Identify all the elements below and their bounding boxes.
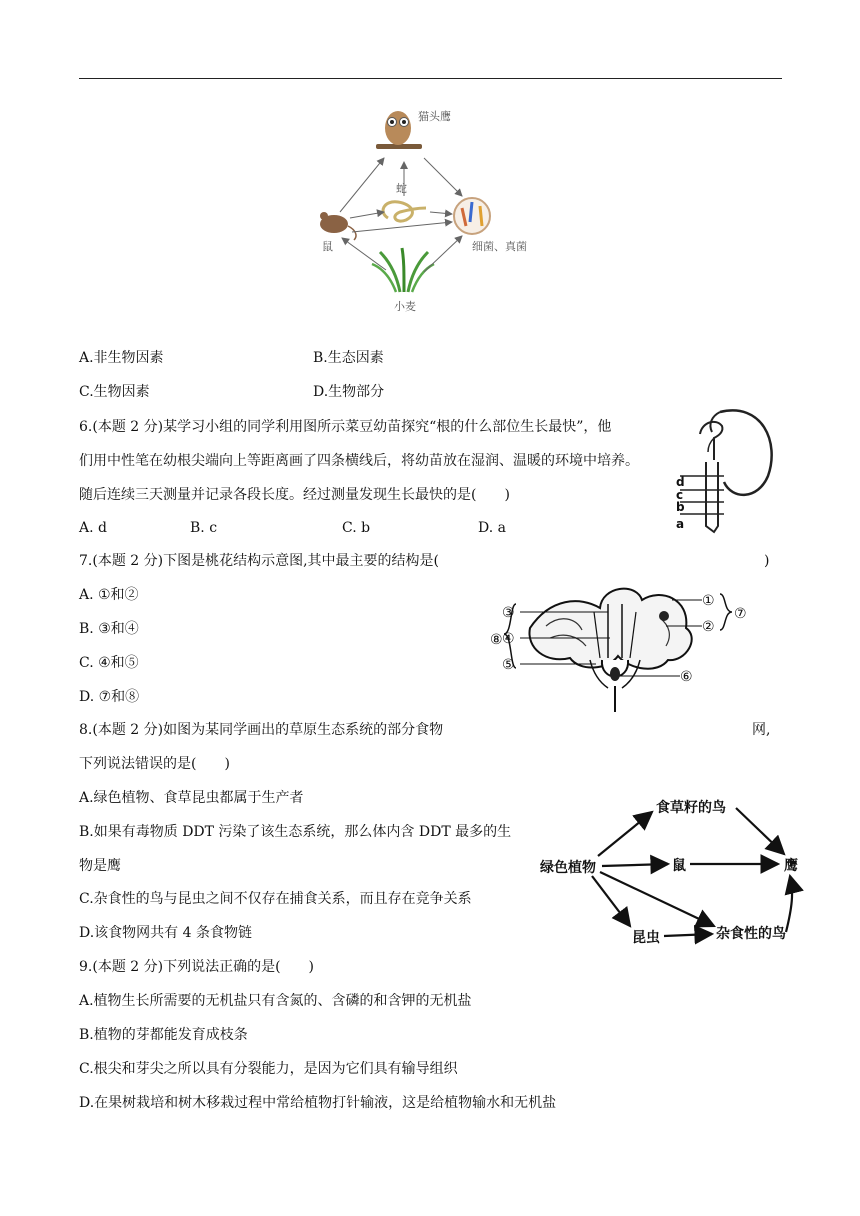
q9-option-c[interactable]: C.根尖和芽尖之所以具有分裂能力，是因为它们具有输导组织: [79, 1061, 458, 1077]
q8-stem-a: 8.(本题 2 分)如图为某同学画出的草原生态系统的部分食物: [79, 722, 444, 738]
bacteria-fungi-icon: [454, 198, 490, 234]
q8-option-d[interactable]: D.该食物网共有 4 条食物链: [79, 925, 252, 941]
q8-option-c[interactable]: C.杂食性的鸟与昆虫之间不仅存在捕食关系，而且存在竞争关系: [79, 891, 472, 907]
q8-option-b-line2[interactable]: 物是鹰: [79, 858, 121, 874]
header-rule: [79, 78, 782, 79]
snake-label: 蛇: [396, 182, 407, 195]
flower-label-4: ④: [502, 631, 515, 647]
q5-option-a[interactable]: A.非生物因素: [79, 350, 164, 366]
snake-icon: [383, 202, 426, 221]
q7-stem: 7.(本题 2 分)下图是桃花结构示意图,其中最主要的结构是(: [79, 553, 439, 569]
q8-option-b-line1[interactable]: B.如果有毒物质 DDT 污染了该生态系统，那么体内含 DDT 最多的生: [79, 824, 512, 840]
flower-label-5: ⑤: [502, 657, 515, 673]
q6-option-a[interactable]: A. d: [79, 520, 107, 536]
q9-option-b[interactable]: B.植物的芽都能发育成枝条: [79, 1027, 248, 1043]
peach-flower-figure: [490, 578, 750, 714]
seedling-label-a: a: [676, 517, 685, 531]
web-node-omni-bird: 杂食性的鸟: [716, 926, 786, 942]
web-node-seed-bird: 食草籽的鸟: [656, 800, 726, 816]
mouse-icon: [320, 212, 356, 240]
mouse-label: 鼠: [322, 240, 333, 253]
q6-option-d[interactable]: D. a: [478, 520, 506, 536]
q7-option-d[interactable]: D. ⑦和⑧: [79, 689, 140, 705]
q7-option-c[interactable]: C. ④和⑤: [79, 655, 139, 671]
q6-stem-line2: 们用中性笔在幼根尖端向上等距离画了四条横线后，将幼苗放在湿润、温暖的环境中培养。: [79, 453, 639, 469]
web-node-hawk: 鹰: [784, 858, 798, 874]
wheat-label: 小麦: [394, 300, 416, 313]
web-node-plant: 绿色植物: [540, 860, 596, 876]
flower-label-6: ⑥: [680, 669, 693, 685]
q8-stem-c: 下列说法错误的是( ): [79, 756, 230, 772]
q6-option-b[interactable]: B. c: [190, 520, 218, 536]
q5-option-b[interactable]: B.生态因素: [313, 350, 384, 366]
owl-label: 猫头鹰: [418, 110, 451, 123]
q6-option-c[interactable]: C. b: [342, 520, 371, 536]
decomposer-label: 细菌、真菌: [472, 240, 527, 253]
flower-label-8: ⑧: [490, 632, 503, 648]
food-web-figure-1: [300, 100, 560, 320]
q8-option-a[interactable]: A.绿色植物、食草昆虫都属于生产者: [79, 790, 304, 806]
flower-label-1: ①: [702, 593, 715, 609]
q6-stem-line1: 6.(本题 2 分)某学习小组的同学利用图所示菜豆幼苗探究“根的什么部位生长最快”，他: [79, 419, 612, 435]
q7-option-a[interactable]: A. ①和②: [79, 587, 139, 603]
web-node-mouse: 鼠: [672, 858, 686, 874]
q5-option-c[interactable]: C.生物因素: [79, 384, 150, 400]
grassland-food-web-figure: [540, 790, 810, 950]
flower-drawing: [529, 589, 691, 712]
q6-stem-line3: 随后连续三天测量并记录各段长度。经过测量发现生长最快的是( ): [79, 487, 510, 503]
owl-icon: [376, 111, 422, 149]
web-node-insect: 昆虫: [632, 930, 660, 946]
q9-stem: 9.(本题 2 分)下列说法正确的是( ): [79, 959, 315, 975]
bean-seedling-figure: [672, 402, 782, 536]
q7-stem-end: ): [764, 553, 770, 569]
q7-option-b[interactable]: B. ③和④: [79, 621, 139, 637]
q9-option-a[interactable]: A.植物生长所需要的无机盐只有含氮的、含磷的和含钾的无机盐: [79, 993, 472, 1009]
q5-option-d[interactable]: D.生物部分: [313, 384, 385, 400]
flower-label-2: ②: [702, 619, 715, 635]
seedling-label-b: b: [676, 500, 685, 514]
flower-label-3: ③: [502, 605, 515, 621]
seedling-label-d: d: [676, 475, 685, 489]
seedling-label-c: c: [676, 488, 684, 502]
flower-label-7: ⑦: [734, 606, 747, 622]
q8-stem-b: 网,: [752, 722, 771, 738]
wheat-icon: [372, 248, 434, 292]
q9-option-d[interactable]: D.在果树栽培和树木移栽过程中常给植物打针输液，这是给植物输水和无机盐: [79, 1095, 557, 1111]
